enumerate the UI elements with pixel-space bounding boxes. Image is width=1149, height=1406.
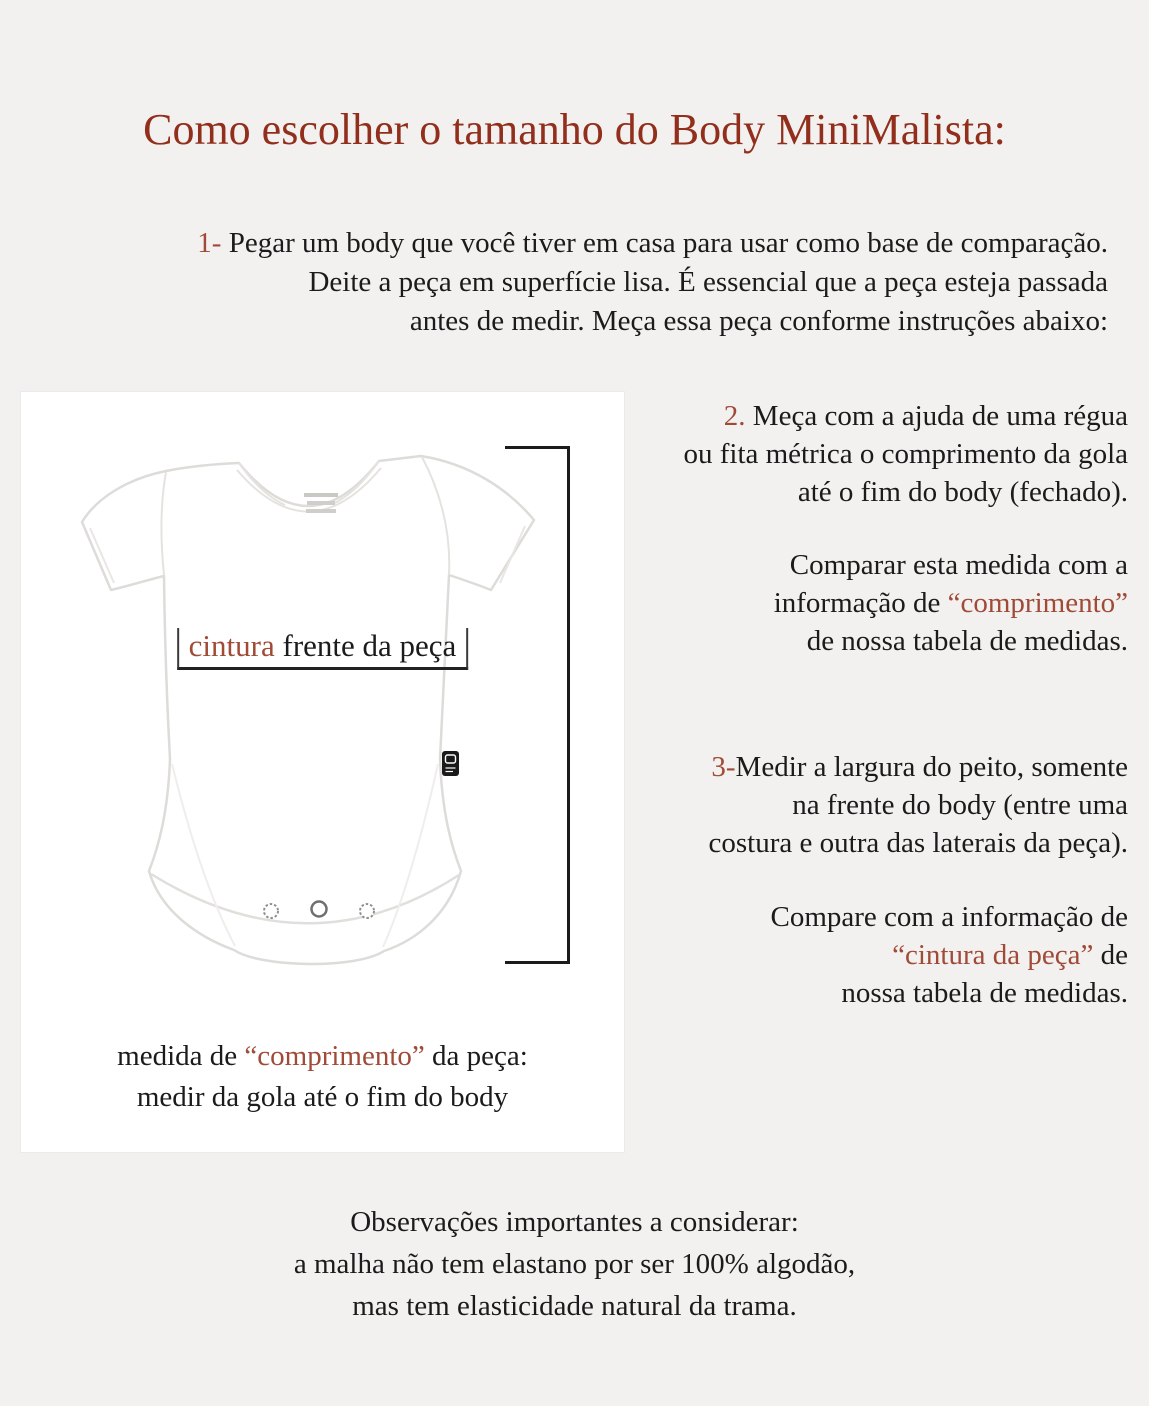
baby-bodysuit-illustration xyxy=(51,442,543,990)
waist-label-highlight: cintura xyxy=(188,628,275,663)
compare-waist-line2: “cintura da peça” de xyxy=(892,939,1128,971)
length-measure-bracket xyxy=(505,446,570,964)
observations-line2: a malha não tem elastano por ser 100% algodão, xyxy=(293,1248,856,1280)
figure-caption xyxy=(21,1036,624,1118)
brand-tag xyxy=(442,751,459,776)
caption-line1: medida de “comprimento” da peça: xyxy=(117,1040,528,1072)
step3-instructions xyxy=(620,748,1128,862)
step2-line3: até o fim do body (fechado). xyxy=(797,476,1128,508)
caption-line2: medir da gola até o fim do body xyxy=(136,1081,509,1113)
observations-line3: mas tem elasticidade natural da trama. xyxy=(352,1290,797,1322)
step1-line2: Deite a peça em superfície lisa. É essencial que a peça esteja passada xyxy=(308,266,1108,298)
caption-highlight: “comprimento” xyxy=(244,1040,425,1072)
step1-number: 1- xyxy=(197,227,222,259)
step1-line3: antes de medir. Meça essa peça conforme instruções abaixo: xyxy=(409,305,1108,337)
length-term-highlight: “comprimento” xyxy=(947,587,1128,619)
compare-length-note xyxy=(620,546,1128,660)
step2-line2: ou fita métrica o comprimento da gola xyxy=(683,438,1128,470)
compare-waist-note xyxy=(620,898,1128,1012)
step3-line3: costura e outra das laterais da peça). xyxy=(708,827,1128,859)
step3-line1: 3-Medir a largura do peito, somente xyxy=(711,751,1128,783)
step2-line1: 2. Meça com a ajuda de uma régua xyxy=(723,400,1128,432)
step2-instructions xyxy=(620,397,1128,511)
observations-line1: Observações importantes a considerar: xyxy=(350,1206,799,1238)
compare-waist-line3: nossa tabela de medidas. xyxy=(841,977,1128,1009)
page-title: Como escolher o tamanho do Body MiniMalista: xyxy=(143,105,1006,154)
step3-line2: na frente do body (entre uma xyxy=(792,789,1128,821)
step2-number: 2. xyxy=(723,400,746,432)
waist-term-highlight: “cintura da peça” xyxy=(892,939,1094,971)
observations-note xyxy=(0,1201,1149,1327)
compare-waist-line1: Compare com a informação de xyxy=(770,901,1128,933)
neck-size-label xyxy=(304,493,338,513)
step3-number: 3- xyxy=(711,751,736,783)
compare-length-line3: de nossa tabela de medidas. xyxy=(806,625,1128,657)
step1-line1: 1- Pegar um body que você tiver em casa para usar como base de comparação. xyxy=(197,227,1108,259)
compare-length-line2: informação de “comprimento” xyxy=(773,587,1128,619)
step1-instructions xyxy=(60,224,1108,341)
waist-measure-label: cintura frente da peça xyxy=(177,628,469,670)
bodysuit-outline xyxy=(82,456,534,964)
compare-length-line1: Comparar esta medida com a xyxy=(789,549,1128,581)
